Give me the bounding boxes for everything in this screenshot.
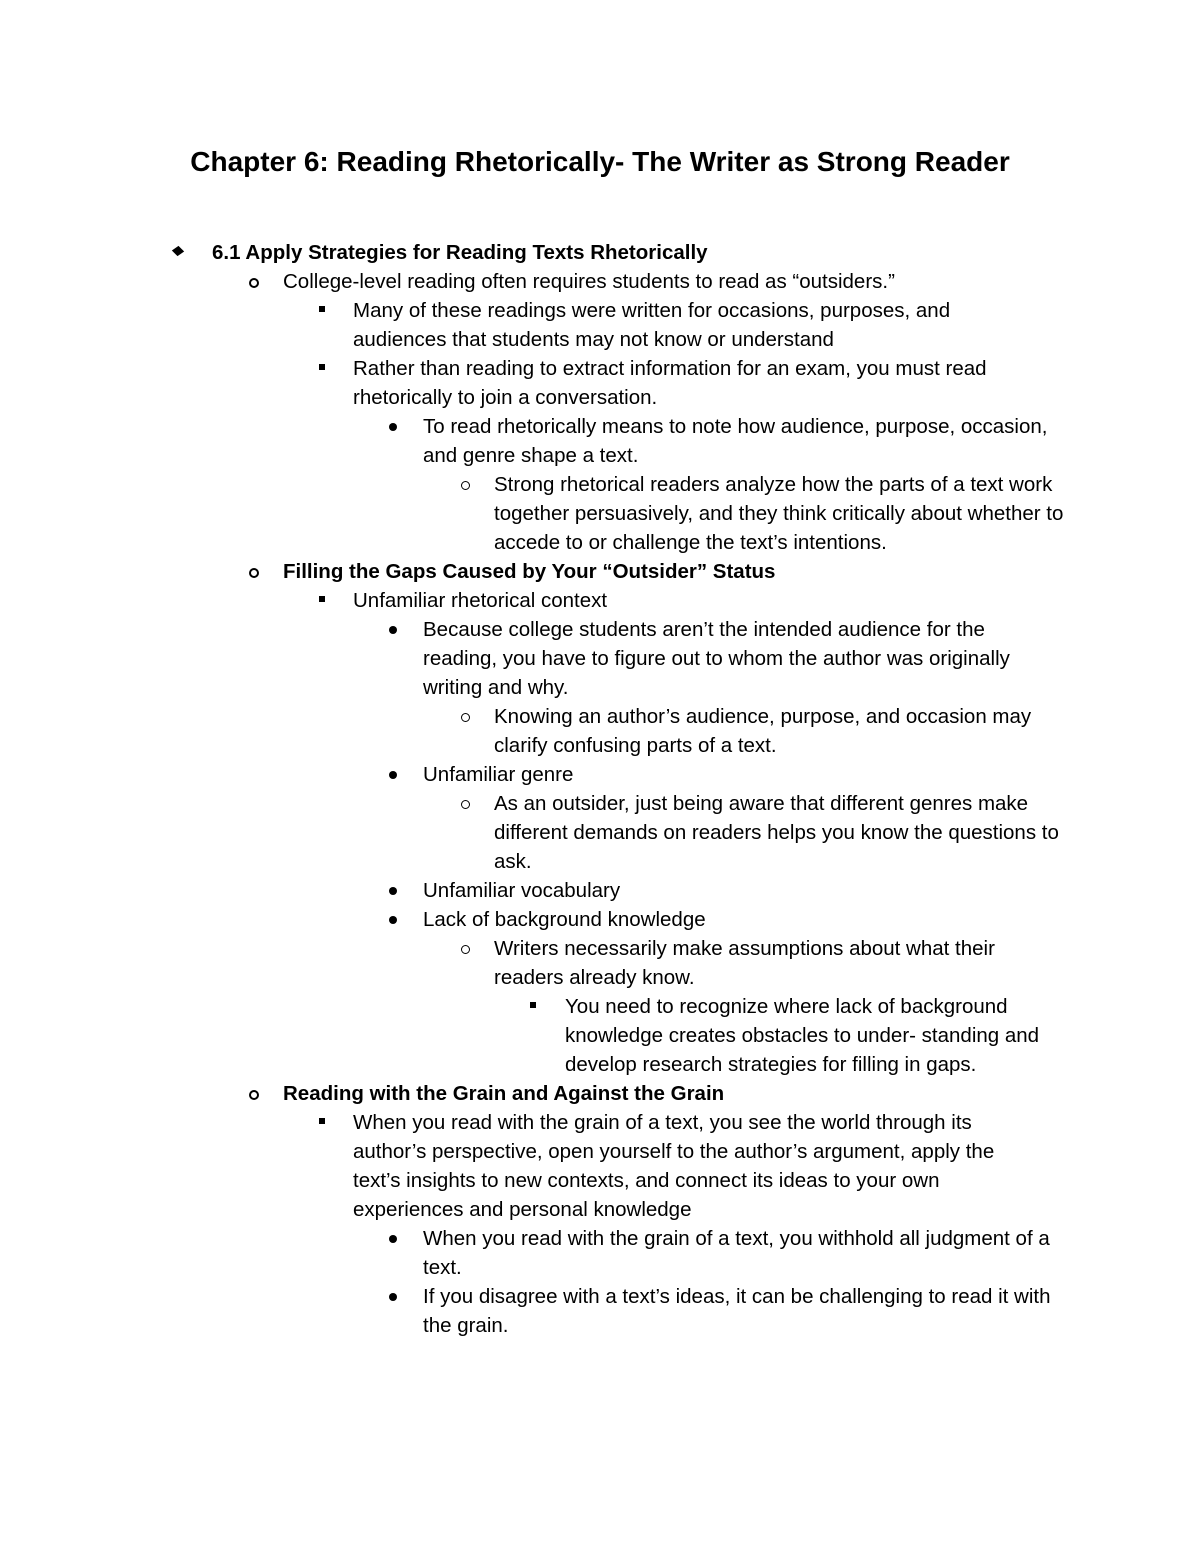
outline-item-text: Reading with the Grain and Against the Grain <box>283 1082 725 1105</box>
outline-item-level-3 <box>0 296 1200 354</box>
outline-list <box>0 238 1200 1340</box>
outline-item-level-4 <box>0 1282 1200 1340</box>
outline-item-text: Unfamiliar rhetorical context <box>353 589 608 612</box>
outline-item-text: Rather than reading to extract information for an exam, you must read rhetorically to join a conversation. <box>353 357 987 409</box>
page-title: Chapter 6: Reading Rhetorically- The Writer as Strong Reader <box>190 146 1010 177</box>
hollow-thin-icon <box>458 702 472 731</box>
outline-item-text: Many of these readings were written for occasions, purposes, and audiences that students may not know or understand <box>353 299 951 351</box>
outline-item-text: Filling the Gaps Caused by Your “Outsider” Status <box>283 560 776 583</box>
square-bullet-icon <box>316 1108 330 1137</box>
arrow-bullet-icon <box>172 238 186 267</box>
square-bullet-icon <box>316 354 330 383</box>
filled-bullet-icon <box>386 1282 400 1311</box>
square-bullet-icon <box>316 296 330 325</box>
filled-bullet-icon <box>386 615 400 644</box>
hollow-bold-icon <box>247 267 261 296</box>
hollow-bold-icon <box>247 557 261 586</box>
outline-item-level-5 <box>0 789 1200 876</box>
outline-item-level-5 <box>0 470 1200 557</box>
outline-item-level-5 <box>0 702 1200 760</box>
filled-bullet-icon <box>386 876 400 905</box>
filled-bullet-icon <box>386 905 400 934</box>
outline-item-text: 6.1 Apply Strategies for Reading Texts Rhetorically <box>212 241 708 264</box>
outline-item-level-3 <box>0 1108 1200 1224</box>
outline-item-level-4 <box>0 905 1200 934</box>
outline-item-level-4 <box>0 876 1200 905</box>
outline-item-level-3 <box>0 586 1200 615</box>
hollow-thin-icon <box>458 934 472 963</box>
outline-item-text: If you disagree with a text’s ideas, it can be challenging to read it with the grain. <box>423 1285 1051 1337</box>
hollow-thin-icon <box>458 470 472 499</box>
outline-item-text: Strong rhetorical readers analyze how the parts of a text work together persuasively, and they think critically about whether to accede to or challenge the text’s intentions. <box>494 473 1064 554</box>
outline-item-text: College-level reading often requires students to read as “outsiders.” <box>283 270 895 293</box>
outline-item-text: You need to recognize where lack of background knowledge creates obstacles to under- standing and develop research strategies for filling in gaps. <box>565 995 1040 1076</box>
outline-item-level-4 <box>0 615 1200 702</box>
outline-item-level-3 <box>0 354 1200 412</box>
outline-item-level-4 <box>0 412 1200 470</box>
square-bullet-icon <box>316 586 330 615</box>
outline-item-level-4 <box>0 760 1200 789</box>
outline-item-level-1 <box>0 238 1200 267</box>
filled-bullet-icon <box>386 1224 400 1253</box>
outline-item-text: When you read with the grain of a text, you see the world through its author’s perspective, open yourself to the author’s argument, apply the text’s insights to new contexts, and connect its ideas to your own experiences and personal knowledge <box>353 1111 995 1221</box>
outline-item-level-5 <box>0 934 1200 992</box>
filled-bullet-icon <box>386 412 400 441</box>
outline-item-level-6 <box>0 992 1200 1079</box>
outline-item-level-2 <box>0 557 1200 586</box>
outline-item-text: Lack of background knowledge <box>423 908 706 931</box>
filled-bullet-icon <box>386 760 400 789</box>
outline-item-text: Unfamiliar vocabulary <box>423 879 621 902</box>
outline-item-text: Because college students aren’t the intended audience for the reading, you have to figure out to whom the author was originally writing and why. <box>423 618 1010 699</box>
outline-item-text: To read rhetorically means to note how audience, purpose, occasion, and genre shape a text. <box>423 415 1048 467</box>
outline-item-text: As an outsider, just being aware that different genres make different demands on readers helps you know the questions to ask. <box>494 792 1059 873</box>
outline-item-text: Unfamiliar genre <box>423 763 574 786</box>
outline-item-level-2 <box>0 267 1200 296</box>
outline-item-level-2 <box>0 1079 1200 1108</box>
hollow-thin-icon <box>458 789 472 818</box>
outline-item-text: Writers necessarily make assumptions about what their readers already know. <box>494 937 995 989</box>
outline-item-level-4 <box>0 1224 1200 1282</box>
hollow-bold-icon <box>247 1079 261 1108</box>
outline-item-text: When you read with the grain of a text, you withhold all judgment of a text. <box>423 1227 1050 1279</box>
outline-item-text: Knowing an author’s audience, purpose, and occasion may clarify confusing parts of a text. <box>494 705 1032 757</box>
square-bullet-icon <box>527 992 541 1021</box>
